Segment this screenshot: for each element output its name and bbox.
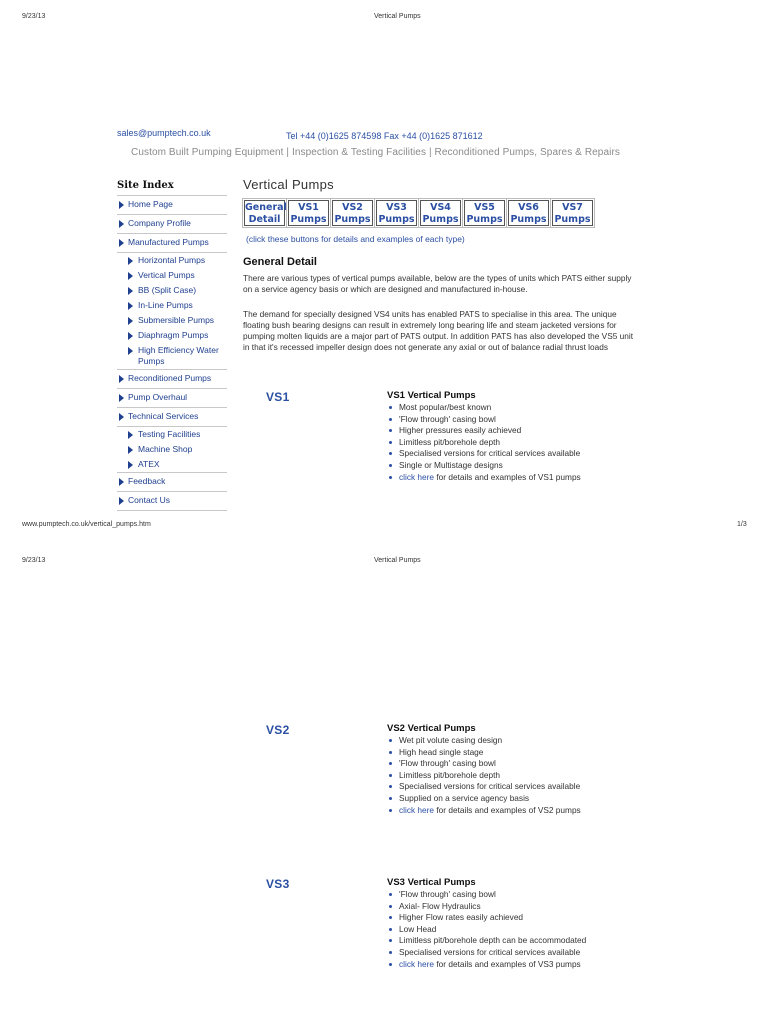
tab-label: VS2 (342, 202, 363, 213)
vs2-title: VS2 Vertical Pumps (387, 723, 476, 734)
print-date-2: 9/23/13 (22, 557, 46, 564)
feature-item: Wet pit volute casing design (387, 735, 637, 747)
feature-item: 'Flow through' casing bowl (387, 758, 637, 770)
sidebar-item-label: High Efficiency Water Pumps (138, 345, 219, 366)
feature-item: Axial- Flow Hydraulics (387, 901, 637, 913)
arrow-right-icon (128, 431, 133, 439)
details-link-text: for details and examples of VS2 pumps (434, 804, 581, 815)
tab-label: Pumps (554, 214, 591, 225)
print-title: Vertical Pumps (374, 13, 421, 20)
sidebar-item-feedback[interactable] (117, 473, 227, 492)
tab-label: Detail (248, 214, 281, 225)
sidebar-item-manufactured-pumps[interactable] (117, 234, 227, 253)
footer-page-number: 1/3 (737, 521, 747, 528)
sidebar-item-testing-facilities[interactable] (117, 427, 227, 442)
feature-item: Specialised versions for critical services available (387, 947, 637, 959)
sidebar-item-machine-shop[interactable] (117, 442, 227, 457)
sidebar-item-label: ATEX (138, 459, 160, 469)
tab-vs2[interactable] (332, 200, 373, 226)
sidebar-item-reconditioned-pumps[interactable] (117, 370, 227, 389)
tab-vs5[interactable] (464, 200, 505, 226)
feature-item: Higher pressures easily achieved (387, 425, 637, 437)
email-link[interactable]: sales@pumptech.co.uk (117, 128, 211, 138)
sidebar-item-submersible-pumps[interactable] (117, 313, 227, 328)
tab-label: VS5 (474, 202, 495, 213)
arrow-right-icon (128, 272, 133, 280)
tab-label: Pumps (334, 214, 371, 225)
sidebar-item-label: Pump Overhaul (128, 392, 188, 402)
tab-vs1[interactable] (288, 200, 329, 226)
tab-label: VS6 (518, 202, 539, 213)
sidebar-item-label: BB (Split Case) (138, 285, 197, 295)
sidebar-item-diaphragm-pumps[interactable] (117, 328, 227, 343)
tabs-hint: (click these buttons for details and examples of each type) (246, 234, 465, 244)
click-here-link[interactable]: click here (399, 958, 435, 969)
feature-item: Limitless pit/borehole depth (387, 437, 637, 449)
print-title-2: Vertical Pumps (374, 557, 421, 564)
sidebar-item-home-page[interactable] (117, 196, 227, 215)
vs2-features (387, 735, 637, 816)
sidebar-item-label: Manufactured Pumps (128, 237, 209, 247)
details-link-item (387, 472, 637, 484)
sidebar-item-in-line-pumps[interactable] (117, 298, 227, 313)
sidebar-item-label: Testing Facilities (138, 429, 201, 439)
arrow-right-icon (119, 497, 124, 505)
sidebar-item-label: In-Line Pumps (138, 300, 193, 310)
tab-label: VS4 (430, 202, 451, 213)
tab-label: Pumps (290, 214, 327, 225)
details-link-text: for details and examples of VS1 pumps (434, 471, 581, 482)
page-title: Vertical Pumps (243, 177, 334, 192)
click-here-link[interactable]: click here (399, 471, 435, 482)
sidebar-item-label: Contact Us (128, 495, 171, 505)
feature-item: Specialised versions for critical services available (387, 448, 637, 460)
vs3-features (387, 889, 637, 970)
arrow-right-icon (119, 201, 124, 209)
arrow-right-icon (128, 332, 133, 340)
tab-label: Pumps (422, 214, 459, 225)
click-here-link[interactable]: click here (399, 804, 435, 815)
sidebar-item-company-profile[interactable] (117, 215, 227, 234)
tab-vs7[interactable] (552, 200, 593, 226)
feature-item: High head single stage (387, 747, 637, 759)
feature-item: Limitless pit/borehole depth can be accommodated (387, 935, 637, 947)
phone-fax: Tel +44 (0)1625 874598 Fax +44 (0)1625 871612 (286, 131, 483, 141)
tab-label: VS7 (562, 202, 583, 213)
arrow-right-icon (128, 461, 133, 469)
tab-vs6[interactable] (508, 200, 549, 226)
sidebar-item-label: Company Profile (128, 218, 191, 228)
tab-label: General (245, 202, 287, 213)
tagline: Custom Built Pumping Equipment | Inspection & Testing Facilities | Reconditioned Pumps, Spares & Repairs (131, 147, 620, 158)
sidebar-item-technical-services[interactable] (117, 408, 227, 427)
sidebar-item-horizontal-pumps[interactable] (117, 253, 227, 268)
vs1-block (387, 390, 637, 483)
arrow-right-icon (119, 478, 124, 486)
arrow-right-icon (119, 239, 124, 247)
sidebar-item-label: Submersible Pumps (138, 315, 215, 325)
tab-label: VS3 (386, 202, 407, 213)
sidebar-item-label: Reconditioned Pumps (128, 373, 212, 383)
sidebar-item-vertical-pumps[interactable] (117, 268, 227, 283)
arrow-right-icon (128, 287, 133, 295)
feature-item: Limitless pit/borehole depth (387, 770, 637, 782)
sidebar-item-label: Feedback (128, 476, 166, 486)
arrow-right-icon (128, 257, 133, 265)
sidebar-item-label: Technical Services (128, 411, 199, 421)
site-index-list (117, 196, 227, 511)
vs1-features (387, 402, 637, 483)
feature-item: Most popular/best known (387, 402, 637, 414)
general-detail-heading: General Detail (243, 256, 317, 268)
tab-vs3[interactable] (376, 200, 417, 226)
details-link-item (387, 805, 637, 817)
feature-item: Higher Flow rates easily achieved (387, 912, 637, 924)
tab-label: Pumps (466, 214, 503, 225)
details-link-item (387, 959, 637, 971)
arrow-right-icon (128, 446, 133, 454)
tab-general[interactable] (244, 200, 285, 226)
feature-item: 'Flow through' casing bowl (387, 414, 637, 426)
tab-label: VS1 (298, 202, 319, 213)
details-link-text: for details and examples of VS3 pumps (434, 958, 581, 969)
vs1-title: VS1 Vertical Pumps (387, 390, 476, 401)
vs1-label: VS1 (266, 390, 290, 404)
vs2-block (387, 723, 637, 816)
sidebar-item-contact-us[interactable] (117, 492, 227, 511)
footer-url: www.pumptech.co.uk/vertical_pumps.htm (22, 521, 151, 528)
tab-label: Pumps (378, 214, 415, 225)
site-index (117, 180, 227, 511)
intro-paragraph: There are various types of vertical pumps available, below are the types of units which PATS either supply on a service agency basis or which are designed and manufactured in-house. (243, 273, 632, 294)
feature-item: Specialised versions for critical services available (387, 781, 637, 793)
arrow-right-icon (128, 347, 133, 355)
sidebar-item-label: Diaphragm Pumps (138, 330, 209, 340)
arrow-right-icon (128, 317, 133, 325)
tab-label: Pumps (510, 214, 547, 225)
sidebar-item-label: Vertical Pumps (138, 270, 195, 280)
sidebar-item-label: Machine Shop (138, 444, 193, 454)
sidebar-item-label: Horizontal Pumps (138, 255, 206, 265)
sidebar-item-atex[interactable] (117, 457, 227, 473)
feature-item: Single or Multistage designs (387, 460, 637, 472)
print-date: 9/23/13 (22, 13, 46, 20)
feature-item: Supplied on a service agency basis (387, 793, 637, 805)
arrow-right-icon (119, 375, 124, 383)
vs3-label: VS3 (266, 877, 290, 891)
detail-paragraph: The demand for specially designed VS4 units has enabled PATS to specialise in this area. The unique floating bush bearing designs can result in extremely long bearing life and steam jacketed versions for pumping molten liquids are a major part of PATS output. In addition PATS has also developed the VS5 unit in that it's recessed impeller design does not generate any axial or out of balance radial thrust loads (243, 309, 634, 352)
arrow-right-icon (128, 302, 133, 310)
vs2-label: VS2 (266, 723, 290, 737)
tab-vs4[interactable] (420, 200, 461, 226)
arrow-right-icon (119, 394, 124, 402)
feature-item: 'Flow through' casing bowl (387, 889, 637, 901)
arrow-right-icon (119, 413, 124, 421)
vs3-title: VS3 Vertical Pumps (387, 877, 476, 888)
sidebar-item-bb-split-case[interactable] (117, 283, 227, 298)
feature-item: Low Head (387, 924, 637, 936)
site-index-title: Site Index (117, 180, 174, 191)
arrow-right-icon (119, 220, 124, 228)
vs3-block (387, 877, 637, 970)
sidebar-item-pump-overhaul[interactable] (117, 389, 227, 408)
sidebar-item-label: Home Page (128, 199, 173, 209)
sidebar-item-high-efficiency-water-pumps[interactable] (117, 343, 227, 370)
type-tabs (244, 200, 596, 226)
